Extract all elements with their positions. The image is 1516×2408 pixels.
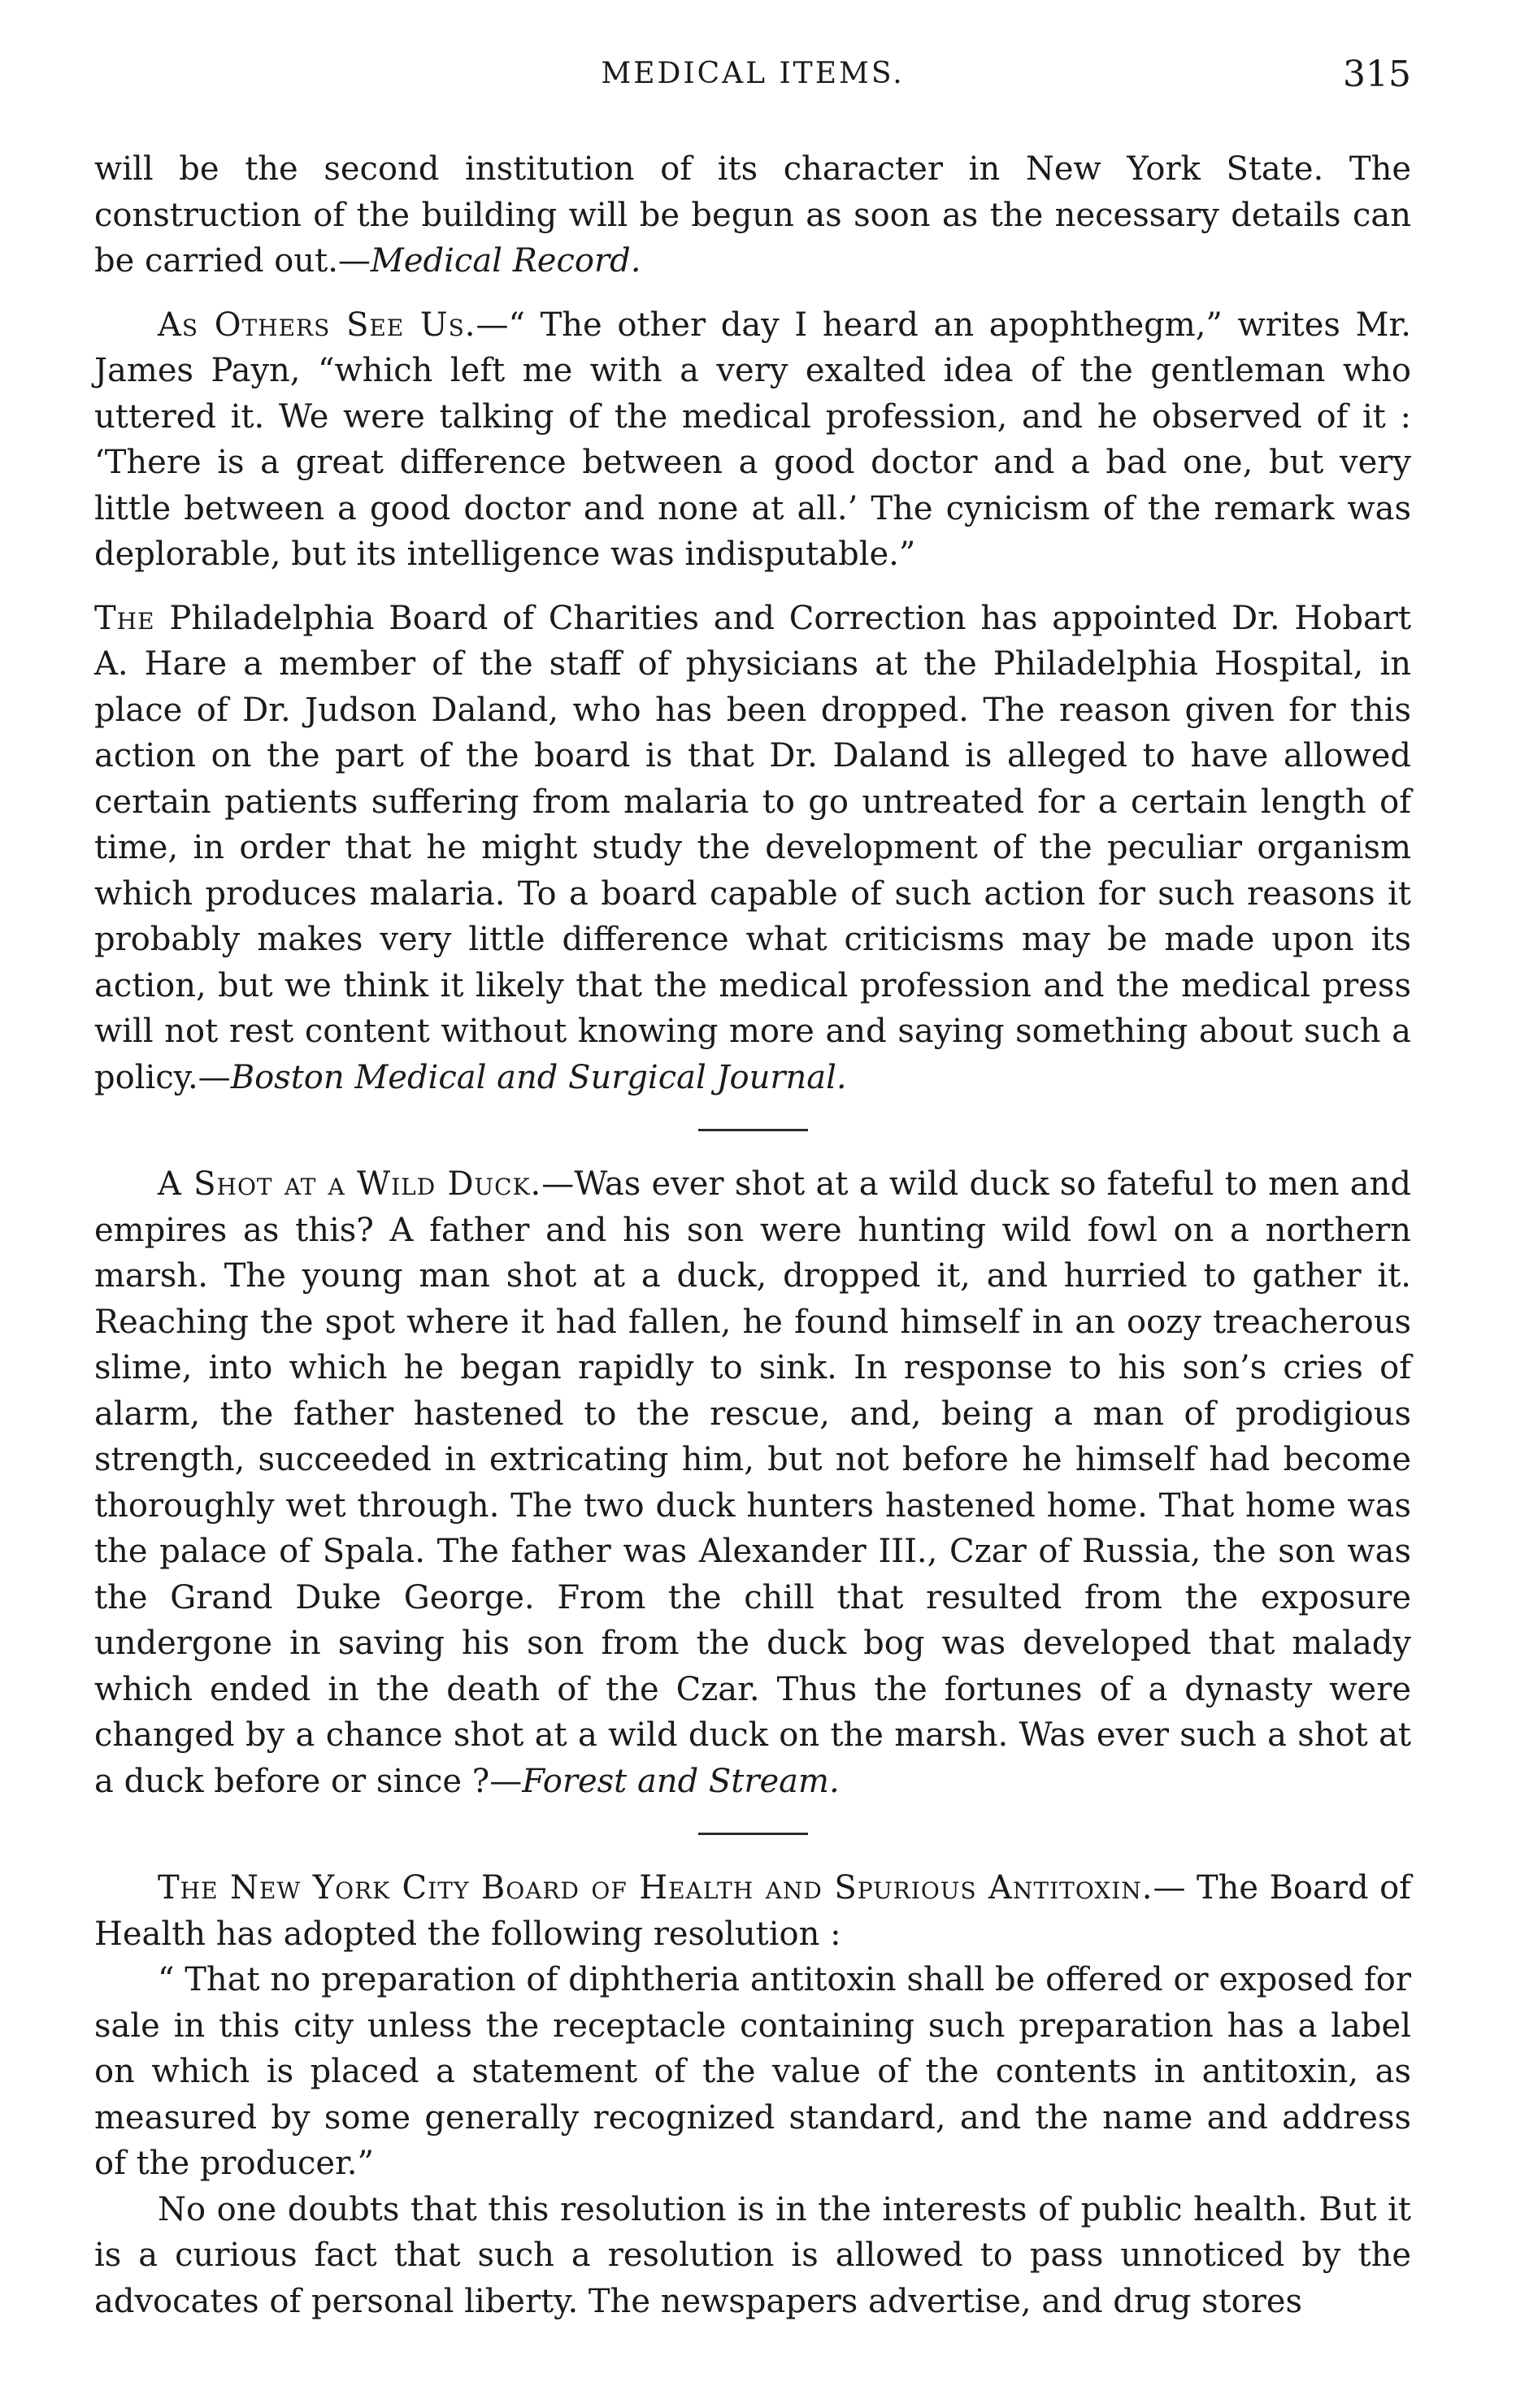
section-divider <box>698 1129 808 1131</box>
paragraph-continued-record <box>94 146 1411 284</box>
source-citation: Forest and Stream. <box>522 1762 840 1800</box>
item-lead-word: The <box>94 599 155 637</box>
paragraph-shot-at-wild-duck <box>94 1161 1411 1804</box>
source-citation: Medical Record. <box>370 242 641 280</box>
paragraph-text: will be the second institution of its character in New York State. The construction of the building will be begun as soon as the necessary details can be carried out.— <box>94 150 1411 280</box>
book-page <box>94 49 1411 2324</box>
paragraph-text: —Was ever shot at a wild duck so fateful to men and empires as this? A father and his son were hunting wild fowl on a northern marsh. The young man shot at a duck, dropped it, and hurried to gather it. Reaching the spot where it had fallen, he found himself in an oozy treacherous slime, into which he began rapidly to sink. In response to his son’s cries of alarm, the father hastened to the rescue, and, being a man of prodigious strength, succeeded in extricating him, but not before he himself had become thoroughly wet through. The two duck hunters hastened home. That home was the palace of Spala. The father was Alexander III., Czar of Russia, the son was the Grand Duke George. From the chill that resulted from the exposure undergone in saving his son from the duck bog was developed that malady which ended in the death of the Czar. Thus the fortunes of a dynasty were changed by a chance shot at a wild duck on the marsh. Was ever such a shot at a duck before or since ?— <box>94 1165 1411 1800</box>
item-heading: As Others See Us. <box>158 306 476 344</box>
body-text <box>94 146 1411 2324</box>
paragraph-text: —“ The other day I heard an apophthegm,” writes Mr. James Payn, “which left me with a very exalted idea of the gentleman who uttered it. We were talking of the medical profession, and he observed of it : ‘There is a great difference between a good doctor and a bad one, but very little between a good doctor and none at all.’ The cynicism of the remark was deplorable, but its intelligence was indisputable.” <box>94 306 1411 573</box>
section-divider <box>698 1833 808 1835</box>
item-heading: The New York City Board of Health and Spurious Antitoxin. <box>158 1869 1153 1907</box>
paragraph-resolution-quote <box>94 1957 1411 2187</box>
paragraph-board-of-health <box>94 1865 1411 1957</box>
item-heading: A Shot at a Wild Duck. <box>158 1165 542 1203</box>
page-number: 315 <box>1343 54 1411 95</box>
running-header <box>94 49 1411 114</box>
running-title: MEDICAL ITEMS. <box>601 57 905 90</box>
paragraph-text: — The Board of Health has adopted the following resolution : <box>94 1869 1411 1953</box>
source-citation: Boston Medical and Surgical Journal. <box>230 1058 847 1096</box>
paragraph-as-others-see-us <box>94 302 1411 578</box>
paragraph-text: “ That no preparation of diphtheria antitoxin shall be offered or exposed for sale in this city unless the receptacle containing such preparation has a label on which is placed a statement of the value of the contents in antitoxin, as measured by some generally recognized standard, and the name and address of the producer.” <box>94 1961 1411 2182</box>
paragraph-philadelphia-board <box>94 596 1411 1101</box>
paragraph-public-health <box>94 2187 1411 2325</box>
paragraph-text: Philadelphia Board of Charities and Correction has appointed Dr. Hobart A. Hare a member of the staff of physicians at the Philadelphia Hospital, in place of Dr. Judson Daland, who has been dropped. The reason given for this action on the part of the board is that Dr. Daland is alleged to have allowed certain patients suffering from malaria to go untreated for a certain length of time, in order that he might study the development of the peculiar organism which produces malaria. To a board capable of such action for such reasons it probably makes very little difference what criticisms may be made upon its action, but we think it likely that the medical profession and the medical press will not rest content without knowing more and saying something about such a policy.— <box>94 599 1411 1096</box>
paragraph-text: No one doubts that this resolution is in the interests of public health. But it is a curious fact that such a resolution is allowed to pass unnoticed by the advocates of personal liberty. The newspapers advertise, and drug stores <box>94 2190 1411 2320</box>
